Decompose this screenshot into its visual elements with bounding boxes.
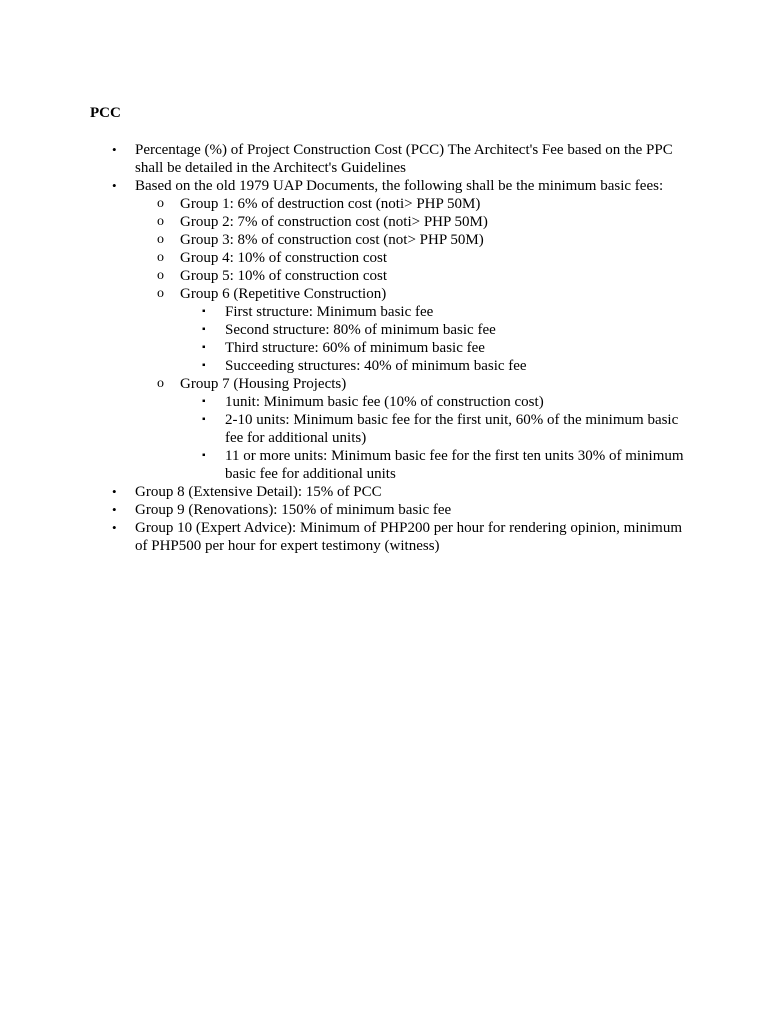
list-item-text: Group 4: 10% of construction cost (180, 250, 388, 266)
group-list (135, 195, 690, 483)
bullet-square-icon: ▪ (202, 414, 206, 425)
list-item-text: Succeeding structures: 40% of minimum basic fee (225, 358, 527, 374)
list-item-11-or-more-units (180, 447, 690, 483)
list-item-second-structure (180, 321, 690, 339)
list-item-group-7 (135, 375, 690, 483)
bullet-circle-icon: o (157, 268, 164, 283)
list-item-text: Group 1: 6% of destruction cost (noti> PHP 50M) (180, 196, 481, 212)
bullet-square-icon: ▪ (202, 342, 206, 353)
bullet-disc-icon: • (112, 484, 117, 499)
list-item-group-10 (90, 519, 690, 555)
bullet-circle-icon: o (157, 214, 164, 229)
list-item-group-8 (90, 483, 690, 501)
list-item-minimum-basic-fees (90, 177, 690, 483)
group-7-sublist (180, 393, 690, 483)
bullet-disc-icon: • (112, 520, 117, 535)
bullet-square-icon: ▪ (202, 360, 206, 371)
bullet-square-icon: ▪ (202, 324, 206, 335)
bullet-circle-icon: o (157, 376, 164, 391)
list-item-group-9 (90, 501, 690, 519)
list-item-text: Group 5: 10% of construction cost (180, 268, 388, 284)
list-item-one-unit (180, 393, 690, 411)
document-heading: PCC (90, 105, 121, 121)
fee-list (90, 141, 690, 555)
bullet-square-icon: ▪ (202, 306, 206, 317)
bullet-disc-icon: • (112, 178, 117, 193)
bullet-square-icon: ▪ (202, 396, 206, 407)
list-item-text: 11 or more units: Minimum basic fee for the first ten units 30% of minimum basic fee for additional units (225, 448, 684, 482)
list-item-group-3 (135, 231, 690, 249)
list-item-text: Group 10 (Expert Advice): Minimum of PHP200 per hour for rendering opinion, minimum of PHP500 per hour for expert testimony (witness) (135, 520, 683, 554)
list-item-text: First structure: Minimum basic fee (225, 304, 434, 320)
list-item-first-structure (180, 303, 690, 321)
list-item-group-6 (135, 285, 690, 375)
bullet-disc-icon: • (112, 142, 117, 157)
bullet-square-icon: ▪ (202, 450, 206, 461)
list-item-group-5 (135, 267, 690, 285)
list-item-text: Group 7 (Housing Projects) (180, 376, 347, 392)
bullet-circle-icon: o (157, 232, 164, 247)
list-item-text: Group 6 (Repetitive Construction) (180, 286, 387, 302)
group-6-sublist (180, 303, 690, 375)
list-item-group-2 (135, 213, 690, 231)
list-item-succeeding-structures (180, 357, 690, 375)
document-body (90, 141, 690, 555)
list-item-text: Group 3: 8% of construction cost (not> PHP 50M) (180, 232, 484, 248)
list-item-2-10-units (180, 411, 690, 447)
list-item-text: 2-10 units: Minimum basic fee for the first unit, 60% of the minimum basic fee for additional units) (225, 412, 679, 446)
list-item-pcc-percentage (90, 141, 690, 177)
list-item-text: Second structure: 80% of minimum basic fee (225, 322, 496, 338)
bullet-circle-icon: o (157, 196, 164, 211)
list-item-text: Group 2: 7% of construction cost (noti> PHP 50M) (180, 214, 488, 230)
list-item-text: 1unit: Minimum basic fee (10% of construction cost) (225, 394, 544, 410)
list-item-group-4 (135, 249, 690, 267)
bullet-circle-icon: o (157, 250, 164, 265)
list-item-third-structure (180, 339, 690, 357)
list-item-text: Group 8 (Extensive Detail): 15% of PCC (135, 484, 382, 500)
list-item-group-1 (135, 195, 690, 213)
list-item-text: Group 9 (Renovations): 150% of minimum basic fee (135, 502, 452, 518)
list-item-text: Based on the old 1979 UAP Documents, the following shall be the minimum basic fees: (135, 178, 664, 194)
list-item-text: Percentage (%) of Project Construction Cost (PCC) The Architect's Fee based on the PPC shall be detailed in the Architect's Guidelines (135, 142, 673, 176)
bullet-circle-icon: o (157, 286, 164, 301)
list-item-text: Third structure: 60% of minimum basic fee (225, 340, 485, 356)
bullet-disc-icon: • (112, 502, 117, 517)
